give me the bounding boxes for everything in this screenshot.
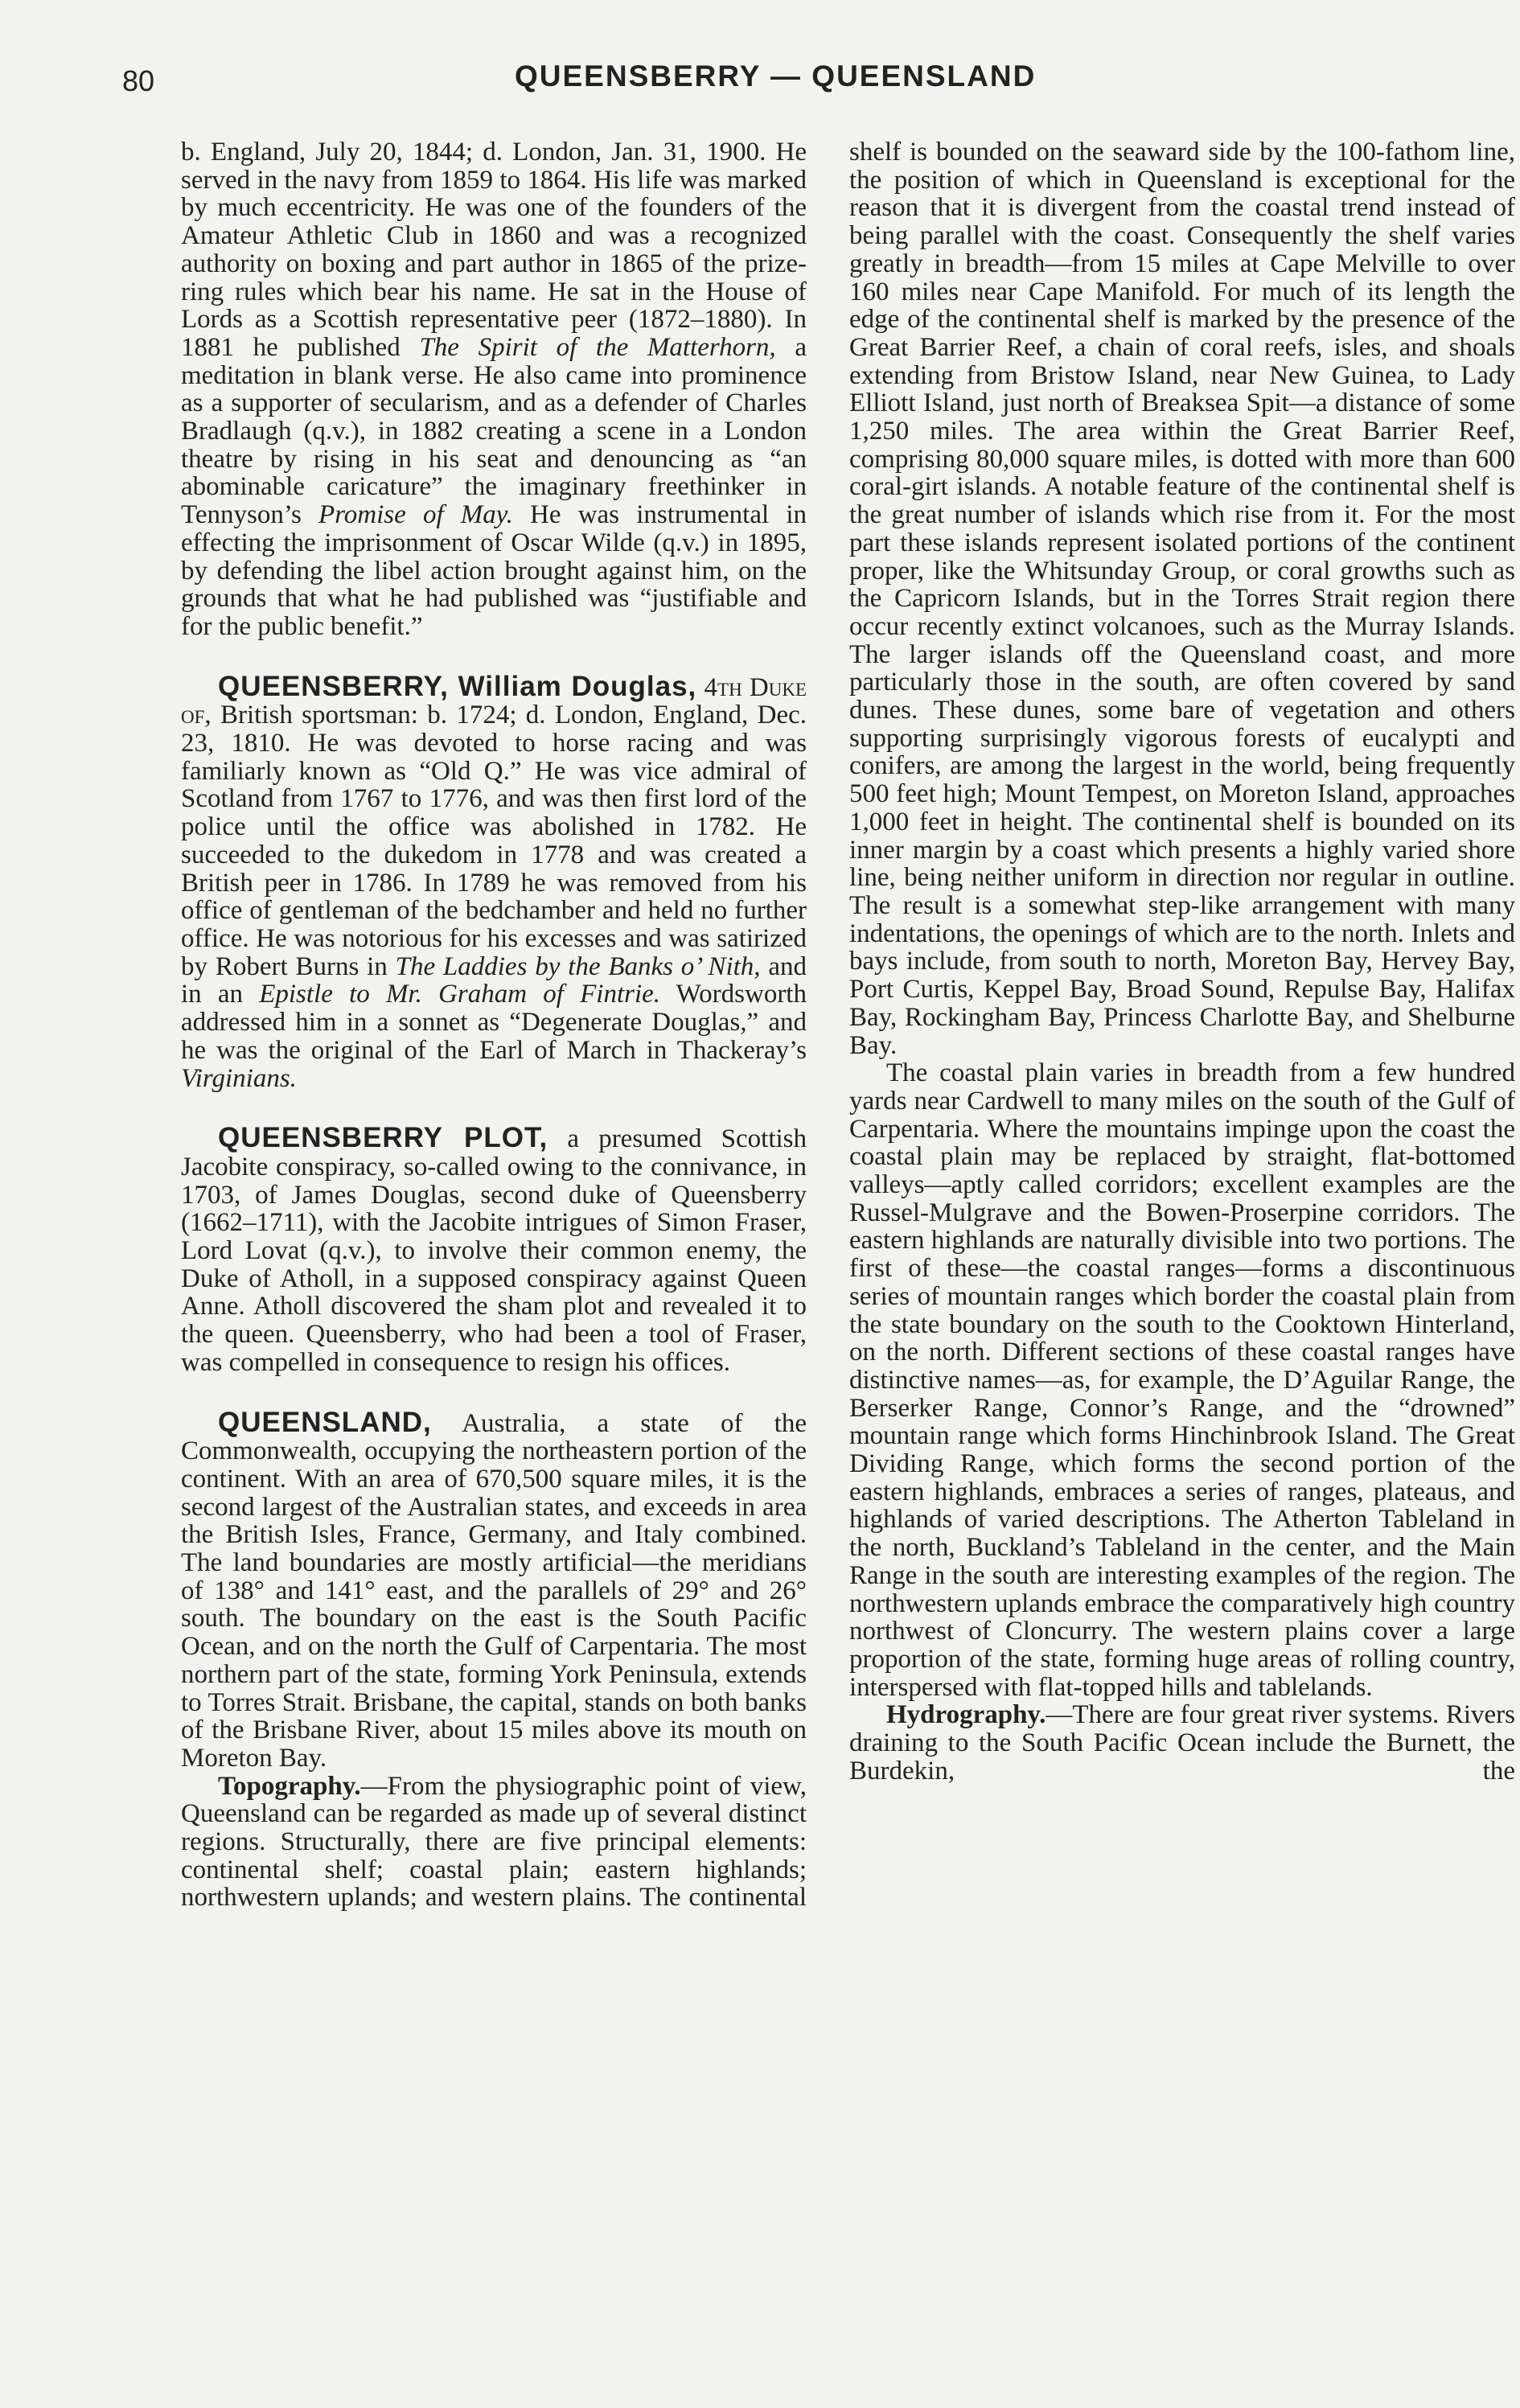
body-text: The coastal plain varies in breadth from a few hundred yards near Cardwell to many miles on the south of the Gulf of Carpentaria. Where the mountains impinge upon the coast the coastal plain may be replaced by straight, flat-bottomed valleys—aptly called corridors; excellent examples are the Russel-Mulgrave and the Bowen-Proserpine corridors. The eastern highlands are naturally divisible into two portions. The first of these—the coastal ranges—forms a discontinuous series of mountain ranges which border the coastal plain from the state boundary on the south to the Cooktown Hinterland, on the north. Different sections of these coastal ranges have distinctive names—as, for example, the D’Aguilar Range, the Berserker Range, Connor’s Range, and the “drowned” mountain range which forms Hinchinbrook Island. The Great Dividing Range, which forms the second portion of the eastern highlands, embraces a series of ranges, plateaus, and highlands of varied descriptions. The Atherton Tableland in the north, Buckland’s Tableland in the center, and the Main Range in the south are interesting examples of the region. The northwestern uplands embrace the comparatively high country northwest of Cloncurry. The western plains cover a large proportion of the state, forming huge areas of rolling country, interspersed with flat-topped hills and tablelands.	[849, 1058, 1515, 1702]
italic-title: The Spirit of the Matterhorn,	[419, 332, 776, 362]
left-column	[181, 138, 807, 1912]
paragraph	[849, 1059, 1515, 1701]
body-text: He was instrumental in effecting the imprisonment of Oscar Wilde (q.v.) in 1895, by defending the libel action brought against him, on the grounds that what he had published was “justifiable and for the public benefit.”	[181, 500, 807, 641]
body-text: a meditation in blank verse. He also came into prominence as a supporter of secularism, and as a defender of Charles Bradlaugh (q.v.), in 1882 creating a scene in a London theatre by rising in his seat and denouncing as “an abominable caricature” the imaginary freethinker in Tennyson’s	[181, 332, 807, 530]
italic-title: Epistle to Mr. Graham of Fintrie.	[259, 980, 661, 1009]
italic-title: Virginians.	[181, 1063, 297, 1093]
paragraph	[181, 1124, 807, 1376]
paragraph	[849, 1701, 1515, 1785]
body-text: —There are four great river systems. Rivers draining to the South Pacific Ocean include the Burnett, the Burdekin, the	[849, 1700, 1515, 1785]
paragraph	[181, 1773, 807, 1913]
section-subheading: Hydrography.	[886, 1700, 1046, 1730]
body-text: British sportsman: b. 1724; d. London, England, Dec. 23, 1810. He was devoted to horse racing and was familiarly known as “Old Q.” He was vice admiral of Scotland from 1767 to 1776, and was then first lord of the police until the office was abolished in 1782. He succeeded to the dukedom in 1778 and was created a British peer in 1786. In 1789 he was removed from his office of gentleman of the bedchamber and held no further office. He was notorious for his excesses and was satirized by Robert Burns in	[181, 701, 807, 981]
body-text: Wordsworth addressed him in a sonnet as “Degenerate Douglas,” and he was the original of the Earl of March in Thackeray’s	[181, 980, 807, 1065]
paragraph	[181, 1406, 807, 1773]
italic-title: The Laddies by the Banks o’ Nith,	[395, 951, 761, 981]
body-text: a presumed Scottish Jacobite conspiracy, so-called owing to the connivance, in 1703, of James Douglas, second duke of Queensberry (1662–1711), with the Jacobite intrigues of Simon Fraser, Lord Lovat (q.v.), to involve their common enemy, the Duke of Atholl, in a supposed conspiracy against Queen Anne. Atholl discovered the sham plot and revealed it to the queen. Queensberry, who had been a tool of Fraser, was compelled in consequence to resign his offices.	[181, 1124, 807, 1377]
body-text	[696, 673, 704, 702]
section-subheading: Topography.	[218, 1771, 361, 1801]
body-text: shelf is bounded on the seaward side by the 100-fathom line, the position of which in Queensland is exceptional for the reason that it is divergent from the coastal trend instead of being parallel with the coast. Consequently the shelf varies greatly in breadth—from 15 miles at Cape Melville to over 160 miles near Cape Manifold. For much of its length the edge of the continental shelf is marked by the presence of the Great Barrier Reef, a chain of coral reefs, isles, and shoals extending from Bristow Island, near New Guinea, to Lady Elliott Island, just north of Breaksea Spit—a distance of some 1,250 miles. The area within the Great Barrier Reef, comprising 80,000 square miles, is dotted with more than 600 coral-girt islands. A notable feature of the continental shelf is the great number of islands which rise from it. For the most part these islands represent isolated portions of the continent proper, like the Whitsunday Group, or coral growths such as the Capricorn Islands, but in the Torres Strait region there occur recently extinct volcanoes, such as the Murray Islands. The larger islands off the Queensland coast, and more particularly those in the south, are often covered by sand dunes. These dunes, some bare of vegetation and others supporting surprisingly vigorous forests of eucalypti and conifers, are among the largest in the world, being frequently 500 feet high; Mount Tempest, on Moreton Island, approaches 1,000 feet in height. The continental shelf is bounded on its inner margin by a coast which presents a highly varied shore line, being neither uniform in direction nor regular in outline. The result is a somewhat step-like arrangement with many indentations, the openings of which are to the north. Inlets and bays include, from south to north, Moreton Bay, Hervey Bay, Port Curtis, Keppel Bay, Broad Sound, Repulse Bay, Halifax Bay, Rockingham Bay, Princess Charlotte Bay, and Shelburne Bay.	[849, 138, 1515, 1060]
body-text: Australia, a state of the Commonwealth, occupying the northeastern portion of the continent. With an area of 670,500 square miles, it is the second largest of the Australian states, and exceeds in area the British Isles, France, Germany, and Italy combined. The land boundaries are mostly artificial—the meridians of 138° and 141° east, and the parallels of 29° and 26° south. The boundary on the east is the South Pacific Ocean, and on the north the Gulf of Carpentaria. The most northern part of the state, forming York Peninsula, extends to Torres Strait. Brisbane, the capital, stands on both banks of the Brisbane River, about 15 miles above its mouth on Moreton Bay.	[181, 1408, 807, 1773]
body-text: —From the physiographic point of view, Queensland can be regarded as made up of several distinct regions. Structurally, there are five principal elements: continental shelf; coastal plain; eastern highlands; northwestern uplands; and western plains. The continental	[181, 1771, 807, 1913]
entry-headword: QUEENSBERRY PLOT,	[218, 1122, 548, 1154]
paragraph	[181, 138, 807, 641]
entry-headword: QUEENSBERRY, William Douglas,	[218, 670, 697, 702]
paragraph	[849, 138, 1515, 1059]
running-title: QUEENSBERRY — QUEENSLAND	[515, 60, 1037, 92]
body-text: and in an	[181, 951, 807, 1009]
body-text: 4th Duke of,	[181, 672, 807, 730]
right-column	[849, 138, 1515, 1785]
italic-title: Promise of May.	[318, 500, 513, 530]
paragraph	[181, 670, 807, 1093]
entry-headword: QUEENSLAND,	[218, 1406, 432, 1438]
page-number: 80	[122, 64, 155, 97]
body-text: b. England, July 20, 1844; d. London, Jan. 31, 1900. He served in the navy from 1859 to 1864. His life was marked by much eccentricity. He was one of the founders of the Amateur Athletic Club in 1860 and was a recognized authority on boxing and part author in 1865 of the prize-ring rules which bear his name. He sat in the House of Lords as a Scottish representative peer (1872–1880). In 1881 he published	[181, 138, 807, 362]
